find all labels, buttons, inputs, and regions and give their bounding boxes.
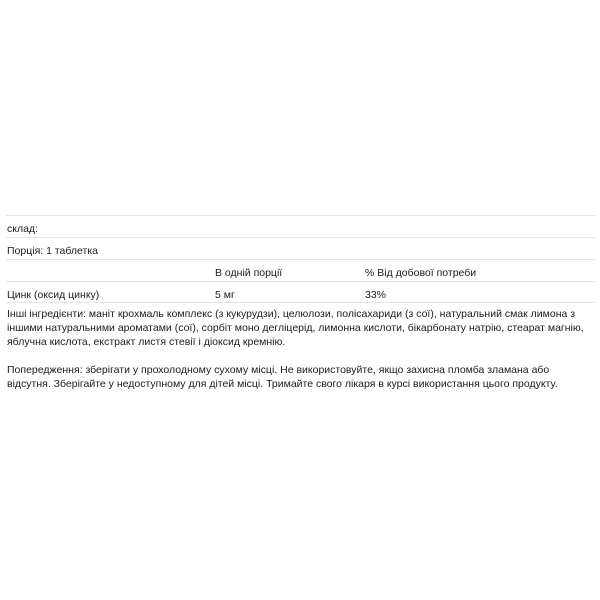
nutrient-row: [6, 281, 595, 303]
composition-row: [6, 215, 595, 237]
supplement-facts-panel: [6, 215, 595, 391]
serving-row: [6, 237, 595, 259]
nutrient-daily-value: 33%: [365, 289, 387, 301]
table-header-row: [6, 259, 595, 281]
daily-value-column-header: % Від добової потреби: [365, 267, 477, 279]
nutrient-name: Цинк (оксид цинку): [7, 289, 100, 301]
composition-label: склад:: [7, 223, 38, 235]
serving-size: Порція: 1 таблетка: [7, 245, 99, 257]
amount-column-header: В одній порції: [215, 267, 283, 279]
other-ingredients-text: Інші інгредієнти: маніт крохмаль комплекс (з кукурудзи), целюлози, полісахариди (з сої), натуральний смак лимона з іншими натуральними ароматами (сої), сорбіт моно дегліцерід, лимонна кислоти, бікарбонату натрію, стеарат магнію, яблучна кислота, екстракт листя стевії і діоксид кремнію.: [7, 308, 584, 348]
nutrient-amount: 5 мг: [215, 289, 235, 301]
warning-text: Попередження: зберігати у прохолодному сухому місці. Не використовуйте, якщо захисна пломба зламана або відсутня. Зберігайте у недоступному для дітей місці. Тримайте свого лікаря в курсі використання цього продукту.: [7, 364, 558, 390]
